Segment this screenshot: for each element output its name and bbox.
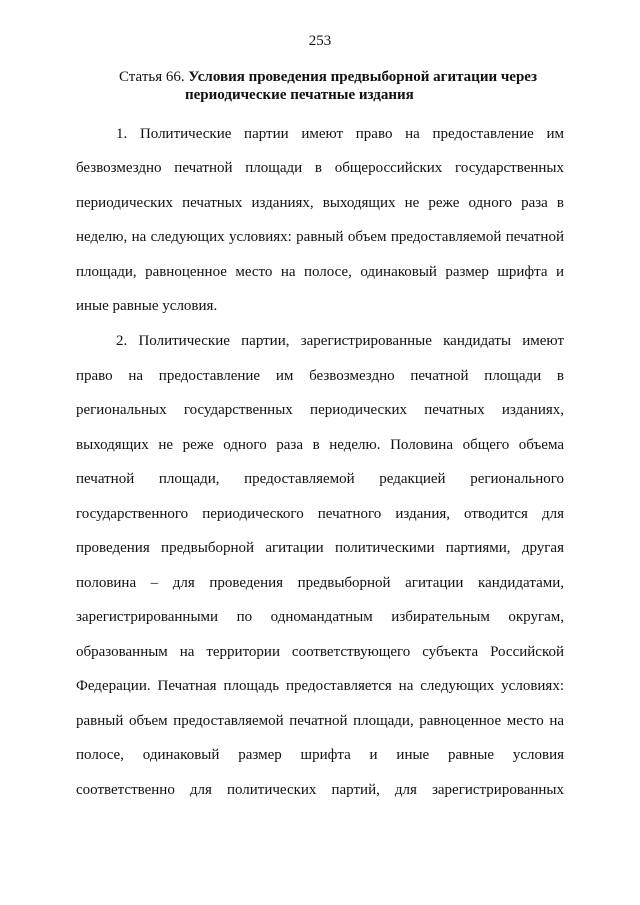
- text-line: равный объем предоставляемой печатной площади, равноценное место на: [76, 713, 564, 729]
- text-line: 1. Политические партии имеют право на предоставление им: [116, 126, 564, 142]
- text-line: безвозмездно печатной площади в общероссийских государственных: [76, 160, 564, 176]
- article-heading: [119, 68, 579, 104]
- text-line: 2. Политические партии, зарегистрированные кандидаты имеют: [116, 333, 564, 349]
- article-label: Статья 66.: [119, 69, 185, 85]
- text-line: половина – для проведения предвыборной агитации кандидатами,: [76, 575, 564, 591]
- text-line: неделю, на следующих условиях: равный объем предоставляемой печатной: [76, 229, 564, 245]
- text-line: региональных государственных периодических печатных изданиях,: [76, 402, 564, 418]
- text-line: зарегистрированными по одномандатным избирательным округам,: [76, 609, 564, 625]
- text-line: печатной площади, предоставляемой редакцией регионального: [76, 471, 564, 487]
- text-line: проведения предвыборной агитации политическими партиями, другая: [76, 540, 564, 556]
- text-line: полосе, одинаковый размер шрифта и иные равные условия: [76, 747, 564, 763]
- text-line: периодических печатных изданиях, выходящих не реже одного раза в: [76, 195, 564, 211]
- text-line: государственного периодического печатного издания, отводится для: [76, 506, 564, 522]
- text-line: Федерации. Печатная площадь предоставляется на следующих условиях:: [76, 678, 564, 694]
- text-line: образованным на территории соответствующего субъекта Российской: [76, 644, 564, 660]
- article-title-line-1: Условия проведения предвыборной агитации через: [188, 69, 537, 85]
- page-number: 253: [308, 33, 332, 49]
- text-line: соответственно для политических партий, для зарегистрированных: [76, 782, 564, 798]
- text-line: иные равные условия.: [76, 298, 218, 314]
- text-line: площади, равноценное место на полосе, одинаковый размер шрифта и: [76, 264, 564, 280]
- text-line: выходящих не реже одного раза в неделю. Половина общего объема: [76, 437, 564, 453]
- article-title-line-2: периодические печатные издания: [185, 87, 414, 103]
- text-line: право на предоставление им безвозмездно печатной площади в: [76, 368, 564, 384]
